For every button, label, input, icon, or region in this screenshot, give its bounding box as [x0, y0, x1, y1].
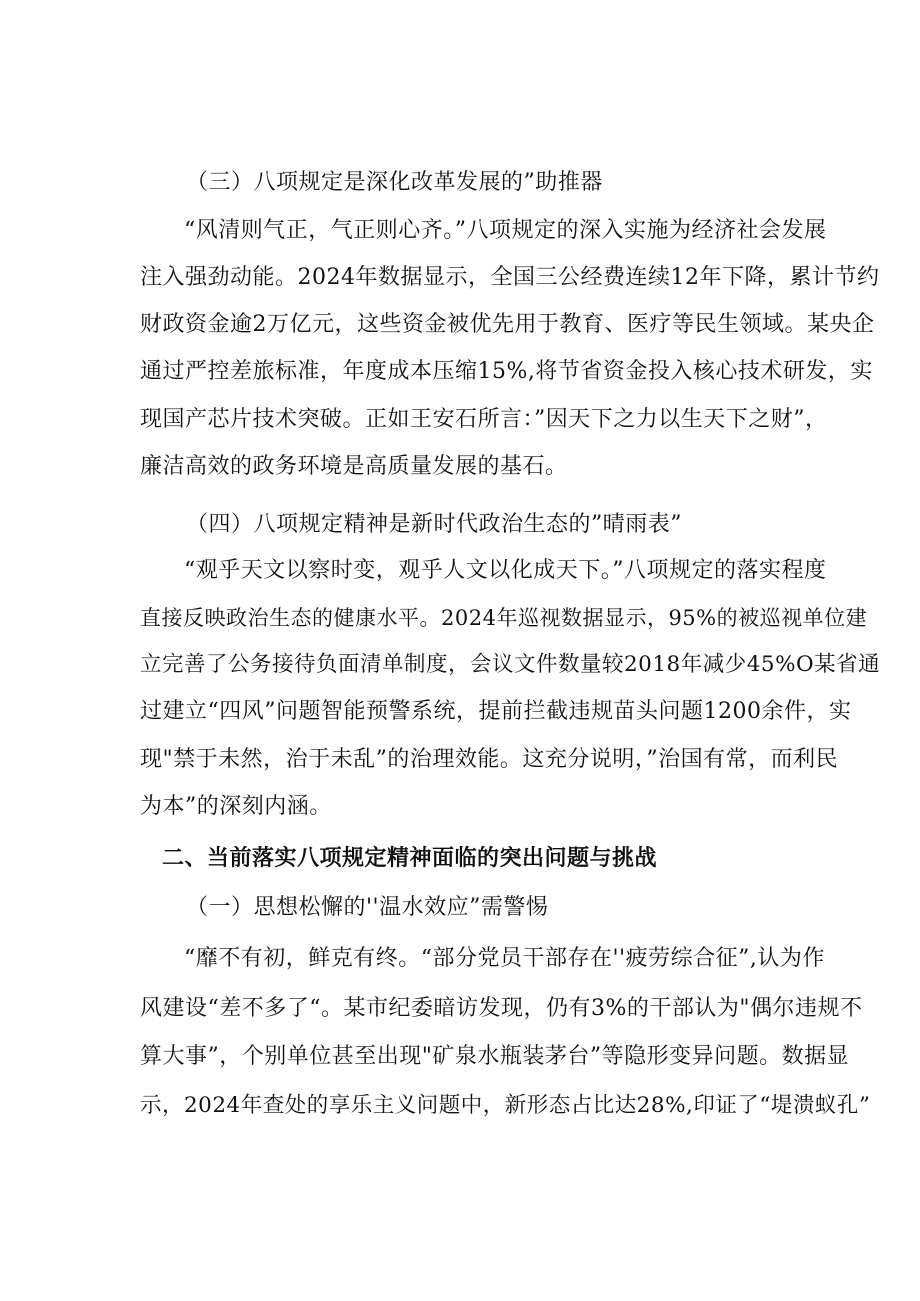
subsection-2-1-title: （一）思想松懈的''温水效应”需警惕: [186, 895, 549, 920]
paragraph-3-line: 现国产芯片技术突破。正如王安石所言：”因天下之力以生天下之财”，: [140, 407, 828, 432]
paragraph-3-line: “风清则气正，气正则心齐。”八项规定的深入实施为经济社会发展: [184, 218, 827, 243]
paragraph-4-line: 立完善了公务接待负面清单制度，会议文件数量较2018年减少45%O某省通: [140, 652, 881, 677]
paragraph-2-1-line: 算大事”，个别单位甚至出现"矿泉水瓶装茅台”等隐形变异问题。数据显: [140, 1044, 850, 1069]
paragraph-4-line: “观乎天文以察时变，观乎人文以化成天下。”八项规定的落实程度: [184, 558, 827, 583]
paragraph-4-line: 过建立“四风”问题智能预警系统，提前拦截违规苗头问题1200余件，实: [140, 699, 852, 724]
paragraph-3-line: 财政资金逾2万亿元，这些资金被优先用于教育、医疗等民生领域。某央企: [140, 312, 875, 337]
paragraph-2-1-line: 风建设“差不多了“。某市纪委暗访发现，仍有3%的干部认为"偶尔违规不: [140, 996, 863, 1021]
paragraph-4-line: 现"禁于未然，治于未乱”的治理效能。这充分说明，”治国有常，而利民: [140, 747, 839, 772]
subsection-3-title: （三）八项规定是深化改革发展的”助推器: [186, 170, 603, 195]
paragraph-3-line: 廉洁高效的政务环境是高质量发展的基石。: [140, 454, 568, 479]
section-2-heading: 二、当前落实八项规定精神面临的突出问题与挑战: [162, 846, 658, 871]
paragraph-4-line: 直接反映政治生态的健康水平。2024年巡视数据显示，95%的被巡视单位建: [140, 606, 868, 630]
paragraph-3-line: 注入强劲动能。2024年数据显示，全国三公经费连续12年下降，累计节约: [140, 265, 880, 290]
paragraph-2-1-line: “靡不有初，鲜克有终。“部分党员干部存在''疲劳综合征”,认为作: [184, 946, 825, 971]
subsection-4-title: （四）八项规定精神是新时代政治生态的”晴雨表”: [186, 512, 682, 537]
paragraph-2-1-line: 示，2024年查处的享乐主义问题中，新形态占比达28%,印证了“堤溃蚁孔”: [140, 1093, 871, 1118]
paragraph-3-line: 通过严控差旅标准，年度成本压缩15%,将节省资金投入核心技术研发，实: [140, 359, 873, 384]
paragraph-4-line: 为本”的深刻内涵。: [140, 794, 332, 819]
